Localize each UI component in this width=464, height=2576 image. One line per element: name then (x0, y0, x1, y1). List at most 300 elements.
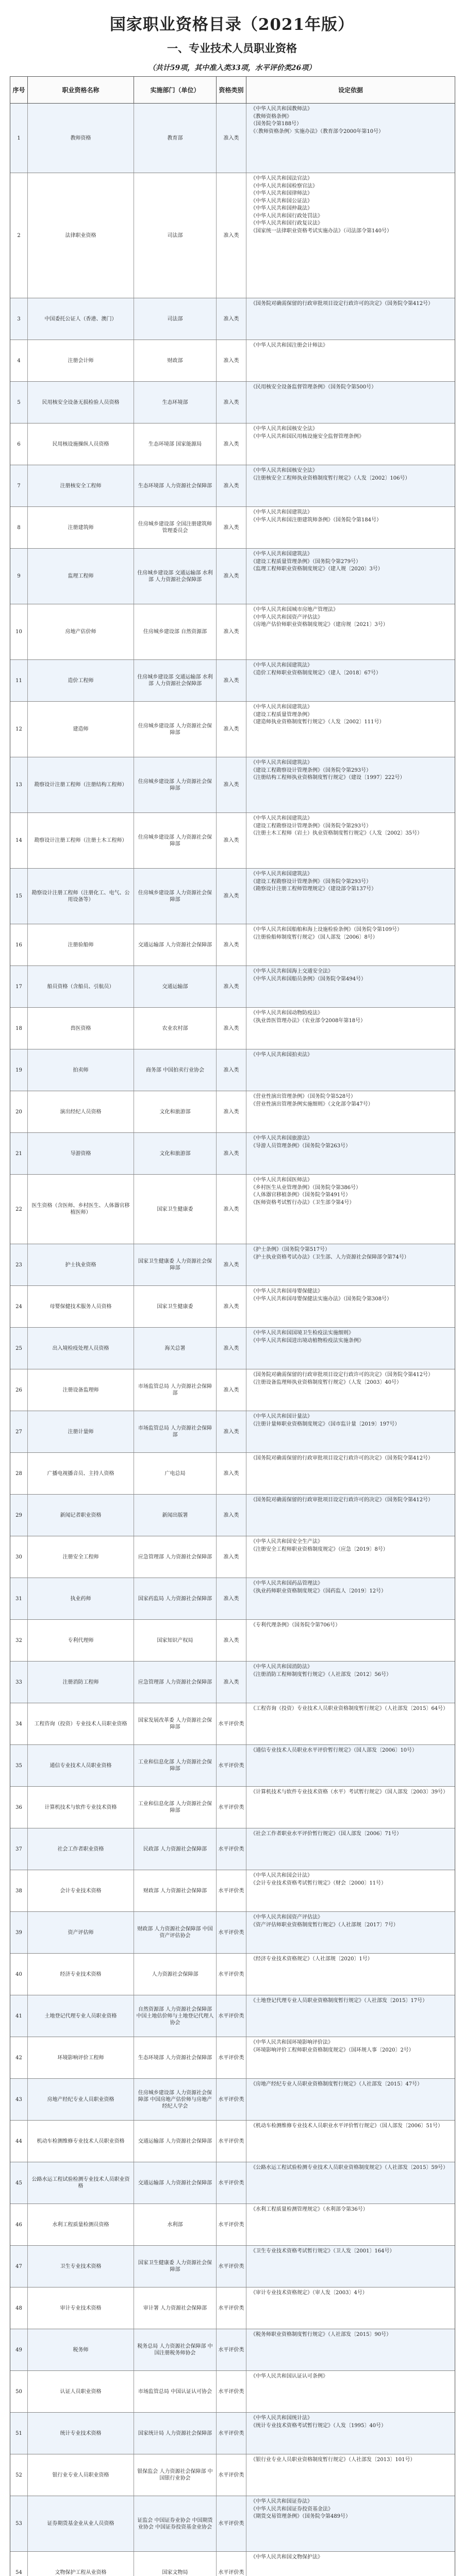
row-number: 54 (10, 2552, 28, 2576)
legal-basis (246, 2413, 455, 2454)
legal-basis (246, 1049, 455, 1091)
qualification-name: 通信专业技术人员职业资格 (28, 1745, 134, 1786)
basis-item: 《中华人民共和国法官法》 (251, 176, 312, 181)
row-number: 45 (10, 2162, 28, 2204)
legal-basis (246, 869, 455, 924)
legal-basis (246, 702, 455, 757)
qualification-name: 法律职业资格 (28, 173, 134, 298)
basis-item: 《造价工程师职业资格制度规定》（建人〔2018〕67号） (251, 670, 382, 676)
basis-item: 《中华人民共和国药品管理法》 (251, 1581, 323, 1586)
table-row (10, 1175, 455, 1244)
implementing-dept: 住房城乡建设部 人力资源社会保障部 (134, 757, 217, 812)
qualification-name: 注册会计师 (28, 340, 134, 381)
basis-item: 《专利代理条例》（国务院令第706号） (251, 1622, 341, 1628)
implementing-dept: 住房城乡建设部 人力资源社会保障部 (134, 813, 217, 868)
implementing-dept: 财政部 (134, 340, 217, 381)
basis-item: 《中华人民共和国建筑法》 (251, 510, 312, 515)
basis-item: 《中华人民共和国进出境动植物检疫法实施条例》 (251, 1337, 364, 1344)
row-number: 16 (10, 924, 28, 965)
row-number: 34 (10, 1703, 28, 1744)
implementing-dept: 自然资源部 人力资源社会保障部 中国土地估价师与土地登记代理人协会 (134, 1995, 217, 2037)
basis-item: 《中华人民共和国仲裁法》 (251, 206, 312, 211)
qualification-name: 机动车检测维修专业技术人员职业资格 (28, 2121, 134, 2162)
section-subtitle: 一、专业技术人员职业资格 (167, 42, 297, 55)
table-row (10, 1912, 455, 1954)
table-row (10, 2162, 455, 2204)
implementing-dept: 国家知识产权局 (134, 1620, 217, 1661)
row-number: 22 (10, 1175, 28, 1244)
legal-basis (246, 2037, 455, 2078)
row-number: 18 (10, 1008, 28, 1049)
table-row (10, 1244, 455, 1286)
basis-item: 《中华人民共和国环境影响评价法》 (251, 2040, 333, 2045)
table-row (10, 2079, 455, 2121)
qualification-type: 准入类 (217, 1620, 246, 1661)
basis-item: 《计算机技术与软件专业技术资格（水平）考试暂行规定》（国人部发〔2003〕39号） (251, 1789, 449, 1795)
qualification-type: 准入类 (217, 1495, 246, 1536)
qualification-name: 认证人员职业资格 (28, 2371, 134, 2412)
basis-item: 《建设工程质量管理条例》（国务院令第279号） (251, 558, 361, 565)
basis-item: 《中华人民共和国国境卫生检疫法实施细则》 (251, 1330, 354, 1336)
basis-item: 《中华人民共和国动物防疫法》 (251, 1010, 323, 1016)
basis-item: 《注册土木工程师（岩土）执业资格制度暂行规定》（人发〔2002〕35号） (251, 831, 423, 836)
implementing-dept: 国家卫生健康委 人力资源社会保障部 (134, 2246, 217, 2287)
basis-item: 《房地产经纪专业人员职业资格制度暂行规定》（人社部发〔2015〕47号） (251, 2081, 423, 2087)
legal-basis (246, 2287, 455, 2329)
implementing-dept: 农业农村部 (134, 1008, 217, 1049)
qualification-type: 准入类 (217, 1328, 246, 1369)
qualification-type: 准入类 (217, 966, 246, 1007)
basis-item: 《中华人民共和国文物保护法》 (251, 2554, 323, 2560)
basis-item: 《国家统一法律职业资格考试实施办法》（司法部令第140号） (251, 228, 392, 234)
basis-item: 《中华人民共和国医师法》 (251, 1177, 312, 1183)
implementing-dept: 国家卫生健康委 (134, 1175, 217, 1244)
qualification-name: 房地产经纪专业人员职业资格 (28, 2079, 134, 2120)
basis-item: 《注册设备监理师执业资格制度暂行规定》（人发〔2003〕40号） (251, 1379, 402, 1385)
qualification-type: 准入类 (217, 1175, 246, 1244)
qualification-name: 注册验船师 (28, 924, 134, 965)
row-number: 38 (10, 1870, 28, 1911)
qualification-type: 准入类 (217, 702, 246, 757)
legal-basis (246, 423, 455, 465)
basis-item: 《建设工程勘察设计管理条例》（国务院令第293号） (251, 878, 372, 885)
implementing-dept: 生态环境部 人力资源社会保障部 (134, 2037, 217, 2078)
basis-item: 《工程咨询（投资）专业技术人员职业资格制度暂行规定》（人社部发〔2015〕64号） (251, 1706, 449, 1711)
table-row (10, 2329, 455, 2371)
qualification-name: 民用核安全设备无损检验人员资格 (28, 382, 134, 423)
row-number: 27 (10, 1411, 28, 1452)
qualification-type: 水平评价类 (217, 2454, 246, 2496)
table-row (10, 423, 455, 465)
qualification-name: 工程咨询（投资）专业技术人员职业资格 (28, 1703, 134, 1744)
qualification-type: 准入类 (217, 604, 246, 659)
legal-basis (246, 1536, 455, 1578)
implementing-dept: 商务部 中国拍卖行业协会 (134, 1049, 217, 1091)
implementing-dept: 新闻出版署 (134, 1495, 217, 1536)
qualification-name: 医生资格（含医师、乡村医生、人体器官移植医师） (28, 1175, 134, 1244)
qualification-type: 水平评价类 (217, 2037, 246, 2078)
implementing-dept: 文化和旅游部 (134, 1133, 217, 1174)
qualification-name: 房地产估价师 (28, 604, 134, 659)
implementing-dept: 财政部 人力资源社会保障部 中国资产评估协会 (134, 1912, 217, 1953)
basis-item: 《银行业专业人员职业资格制度暂行规定》（人社部发〔2013〕101号） (251, 2457, 416, 2463)
row-number: 14 (10, 813, 28, 868)
legal-basis (246, 1995, 455, 2037)
table-row (10, 1536, 455, 1578)
implementing-dept: 交通运输部 人力资源社会保障部 (134, 2121, 217, 2162)
table-row (10, 1328, 455, 1369)
qualification-type: 准入类 (217, 1536, 246, 1578)
qualification-type: 水平评价类 (217, 1787, 246, 1828)
qualification-type: 水平评价类 (217, 2552, 246, 2576)
basis-item: 《经济专业技术资格规定》（人社部规〔2020〕1号） (251, 1956, 373, 1962)
basis-item: 《中华人民共和国注册会计师法》 (251, 343, 328, 348)
table-row (10, 1745, 455, 1787)
row-number: 51 (10, 2413, 28, 2454)
qualification-type: 准入类 (217, 173, 246, 298)
table-row (10, 1787, 455, 1828)
implementing-dept: 国家发展改革委 人力资源社会保障部 (134, 1703, 217, 1744)
basis-item: 《注册核安全工程师执业资格制度暂行规定》（人发〔2002〕106号） (251, 475, 410, 481)
row-number: 9 (10, 549, 28, 604)
implementing-dept: 人力资源社会保障部 (134, 1954, 217, 1995)
qualification-type: 水平评价类 (217, 1995, 246, 2037)
legal-basis (246, 2121, 455, 2162)
basis-item: 《中华人民共和国教师法》 (251, 106, 312, 112)
implementing-dept: 民政部 人力资源社会保障部 (134, 1828, 217, 1870)
legal-basis (246, 1008, 455, 1049)
table-row (10, 465, 455, 507)
qualification-name: 拍卖师 (28, 1049, 134, 1091)
qualification-name: 注册设备监理师 (28, 1369, 134, 1411)
legal-basis (246, 1286, 455, 1327)
basis-item: 《中华人民共和国核安全法》 (251, 426, 318, 432)
basis-item: 《国务院对确需保留的行政审批项目设定行政许可的决定》（国务院令第412号） (251, 1455, 434, 1461)
qualification-name: 资产评估师 (28, 1912, 134, 1953)
legal-basis (246, 2454, 455, 2496)
qualification-name: 导游资格 (28, 1133, 134, 1174)
qualification-type: 准入类 (217, 1578, 246, 1619)
qualification-name: 注册安全工程师 (28, 1536, 134, 1578)
basis-item: 《注册消防工程师制度暂行规定》（人社部发〔2012〕56号） (251, 1671, 392, 1677)
implementing-dept: 市场监管总局 人力资源社会保障部 (134, 1369, 217, 1411)
qualification-type: 准入类 (217, 660, 246, 701)
qualification-name: 审计专业技术资格 (28, 2287, 134, 2329)
header-dept: 实施部门（单位） (134, 77, 217, 104)
basis-item: 《审计专业技术资格规定》（审人发〔2003〕4号） (251, 2290, 368, 2296)
qualification-type: 准入类 (217, 1662, 246, 1703)
qualification-name: 注册消防工程师 (28, 1662, 134, 1703)
legal-basis (246, 2371, 455, 2412)
qualification-name: 兽医资格 (28, 1008, 134, 1049)
implementing-dept: 交通运输部 (134, 966, 217, 1007)
row-number: 44 (10, 2121, 28, 2162)
table-row (10, 1620, 455, 1662)
basis-item: 《房地产估价师职业资格制度规定》（建房规〔2021〕3号） (251, 622, 388, 628)
qualification-name: 中国委托公证人（香港、澳门） (28, 298, 134, 340)
qualification-type: 准入类 (217, 813, 246, 868)
legal-basis (246, 173, 455, 298)
qualification-type: 准入类 (217, 423, 246, 465)
row-number: 2 (10, 173, 28, 298)
legal-basis (246, 1787, 455, 1828)
basis-item: 《中华人民共和国建筑法》 (251, 871, 312, 877)
row-number: 12 (10, 702, 28, 757)
row-number: 47 (10, 2246, 28, 2287)
qualification-type: 准入类 (217, 1453, 246, 1494)
basis-item: 《执业药师职业资格制度规定》（国药监人〔2019〕12号） (251, 1588, 387, 1594)
implementing-dept: 交通运输部 人力资源社会保障部 (134, 924, 217, 965)
table-row (10, 2287, 455, 2329)
implementing-dept: 司法部 (134, 298, 217, 340)
table-row (10, 660, 455, 702)
table-row (10, 2454, 455, 2496)
table-row (10, 104, 455, 173)
basis-item: 《中华人民共和国安全生产法》 (251, 1539, 323, 1545)
table-row (10, 757, 455, 813)
basis-item: 《中华人民共和国律师法》 (251, 191, 312, 196)
implementing-dept: 国家卫生健康委 人力资源社会保障部 (134, 1244, 217, 1285)
implementing-dept: 住房城乡建设部 人力资源社会保障部 (134, 702, 217, 757)
basis-item: 《国务院对确需保留的行政审批项目设定行政许可的决定》（国务院令第412号） (251, 1372, 434, 1378)
row-number: 8 (10, 507, 28, 548)
legal-basis (246, 465, 455, 506)
legal-basis (246, 1745, 455, 1786)
row-number: 35 (10, 1745, 28, 1786)
row-number: 1 (10, 104, 28, 173)
basis-item: 《中华人民共和国资产评估法》 (251, 1914, 323, 1920)
legal-basis (246, 1133, 455, 1174)
table-row (10, 507, 455, 549)
basis-item: 《机动车检测维修专业技术人员职业水平评价暂行规定》（国人部发〔2006〕51号） (251, 2123, 443, 2129)
basis-item: 《导游人员管理条例》（国务院令第263号） (251, 1143, 351, 1149)
row-number: 48 (10, 2287, 28, 2329)
qualification-name: 执业药师 (28, 1578, 134, 1619)
row-number: 31 (10, 1578, 28, 1619)
qualification-name: 会计专业技术资格 (28, 1870, 134, 1911)
qualification-type: 水平评价类 (217, 2413, 246, 2454)
table-row (10, 382, 455, 423)
implementing-dept: 生态环境部 国家能源局 (134, 423, 217, 465)
implementing-dept: 国家文物局 (134, 2552, 217, 2576)
legal-basis (246, 549, 455, 604)
row-number: 7 (10, 465, 28, 506)
qualification-type: 水平评价类 (217, 2162, 246, 2204)
implementing-dept: 市场监管总局 人力资源社会保障部 (134, 1411, 217, 1452)
table-body (10, 104, 455, 2576)
table-row (10, 1369, 455, 1411)
legal-basis (246, 757, 455, 812)
row-number: 46 (10, 2204, 28, 2245)
row-number: 23 (10, 1244, 28, 1285)
table-row (10, 173, 455, 298)
basis-item: 《环境影响评价工程师职业资格制度规定》（国环规人事〔2020〕2号） (251, 2047, 414, 2053)
implementing-dept: 国家药监局 人力资源社会保障部 (134, 1578, 217, 1619)
implementing-dept: 住房城乡建设部 人力资源社会保障部 (134, 869, 217, 924)
basis-item: 《中华人民共和国公证法》 (251, 198, 312, 204)
qualification-table (10, 76, 455, 2576)
qualification-type: 水平评价类 (217, 1912, 246, 1953)
legal-basis (246, 1954, 455, 1995)
qualification-type: 水平评价类 (217, 2287, 246, 2329)
row-number: 37 (10, 1828, 28, 1870)
basis-item: 《国务院对确需保留的行政审批项目设定行政许可的决定》（国务院令第412号） (251, 301, 434, 307)
row-number: 15 (10, 869, 28, 924)
row-number: 13 (10, 757, 28, 812)
qualification-type: 准入类 (217, 1369, 246, 1411)
implementing-dept: 财政部 人力资源社会保障部 (134, 1870, 217, 1911)
table-row (10, 1703, 455, 1745)
table-row (10, 1662, 455, 1703)
legal-basis (246, 2246, 455, 2287)
qualification-name: 注册建筑师 (28, 507, 134, 548)
qualification-type: 准入类 (217, 1411, 246, 1452)
implementing-dept: 应急管理部 人力资源社会保障部 (134, 1536, 217, 1578)
row-number: 33 (10, 1662, 28, 1703)
header-basis: 设定依据 (338, 86, 363, 94)
table-row (10, 2552, 455, 2576)
row-number: 3 (10, 298, 28, 340)
implementing-dept: 生态环境部 (134, 382, 217, 423)
legal-basis (246, 104, 455, 173)
qualification-type: 准入类 (217, 340, 246, 381)
qualification-name: 造价工程师 (28, 660, 134, 701)
qualification-type: 水平评价类 (217, 2496, 246, 2551)
basis-item: 《中华人民共和国行政处罚法》 (251, 213, 323, 219)
legal-basis (246, 966, 455, 1007)
legal-basis (246, 1912, 455, 1953)
qualification-type: 水平评价类 (217, 2329, 246, 2370)
basis-item: 《医师资格考试暂行办法》（卫生部令第4号） (251, 1199, 355, 1206)
implementing-dept: 水利部 (134, 2204, 217, 2245)
legal-basis (246, 1620, 455, 1661)
qualification-name: 护士执业资格 (28, 1244, 134, 1285)
basis-item: 《中华人民共和国船员条例》（国务院令第494号） (251, 976, 367, 982)
basis-item: 《建设工程勘察设计管理条例》（国务院令第293号） (251, 823, 372, 829)
qualification-name: 公路水运工程试验检测专业技术人员职业资格 (28, 2162, 134, 2204)
table-row (10, 1495, 455, 1536)
basis-item: 《卫生专业技术资格考试暂行规定》（卫人发〔2001〕164号） (251, 2248, 395, 2254)
qualification-type: 准入类 (217, 382, 246, 423)
row-number: 32 (10, 1620, 28, 1661)
qualification-name: 银行业专业人员职业资格 (28, 2454, 134, 2496)
table-row (10, 1008, 455, 1049)
basis-item: 《中华人民共和国建筑法》 (251, 704, 312, 710)
row-number: 39 (10, 1912, 28, 1953)
qualification-type: 准入类 (217, 298, 246, 340)
implementing-dept: 住房城乡建设部 交通运输部 水利部 人力资源社会保障部 (134, 660, 217, 701)
row-number: 20 (10, 1091, 28, 1132)
basis-item: （国务院令第188号） (251, 121, 302, 127)
qualification-type: 准入类 (217, 869, 246, 924)
row-number: 43 (10, 2079, 28, 2120)
table-row (10, 702, 455, 757)
legal-basis (246, 1495, 455, 1536)
table-row (10, 2246, 455, 2287)
row-number: 42 (10, 2037, 28, 2078)
table-row (10, 1091, 455, 1133)
legal-basis (246, 924, 455, 965)
qualification-name: 环境影响评价工程师 (28, 2037, 134, 2078)
basis-item: 《期货交易管理条例》（国务院令第489号） (251, 2514, 351, 2519)
table-row (10, 298, 455, 340)
basis-item: 《中华人民共和国核安全法》 (251, 468, 318, 473)
basis-item: 《统计专业技术资格考试暂行规定》（人发〔1995〕40号） (251, 2422, 387, 2429)
qualification-name: 勘察设计注册工程师（注册土木工程师） (28, 813, 134, 868)
legal-basis (246, 1411, 455, 1452)
row-number: 4 (10, 340, 28, 381)
table-row (10, 1286, 455, 1328)
row-number: 25 (10, 1328, 28, 1369)
legal-basis (246, 2496, 455, 2551)
row-number: 49 (10, 2329, 28, 2370)
basis-item: 《中华人民共和国建筑法》 (251, 551, 312, 557)
implementing-dept: 生态环境部 人力资源社会保障部 (134, 465, 217, 506)
basis-item: 《中华人民共和国民用核设施安全监督管理条例》 (251, 433, 364, 439)
table-row (10, 1870, 455, 1912)
row-number: 6 (10, 423, 28, 465)
basis-item: 《中华人民共和国行政复议法》 (251, 221, 323, 226)
table-row (10, 869, 455, 924)
basis-item: 《中华人民共和国消防法》 (251, 1664, 312, 1670)
basis-item: 《营业性演出管理条例实施细则》（文化部令第47号） (251, 1101, 373, 1107)
row-number: 30 (10, 1536, 28, 1578)
qualification-name: 社会工作者职业资格 (28, 1828, 134, 1870)
qualification-name: 出入境检疫处理人员资格 (28, 1328, 134, 1369)
legal-basis (246, 298, 455, 340)
basis-item: 《建设工程勘察设计管理条例》（国务院令第293号） (251, 767, 372, 773)
implementing-dept: 住房城乡建设部 全国注册建筑师管理委员会 (134, 507, 217, 548)
legal-basis (246, 1870, 455, 1911)
table-row (10, 1453, 455, 1495)
row-number: 10 (10, 604, 28, 659)
basis-item: 《中华人民共和国计量法》 (251, 1414, 312, 1419)
row-number: 17 (10, 966, 28, 1007)
row-number: 28 (10, 1453, 28, 1494)
qualification-name: 广播电视播音员、主持人资格 (28, 1453, 134, 1494)
basis-item: 《护士条例》（国务院令第517号） (251, 1247, 330, 1252)
basis-item: 《教师资格条例》 (251, 113, 292, 120)
basis-item: 《民用核安全设备监督管理条例》（国务院令第500号） (251, 384, 377, 390)
basis-item: 《监理工程师职业资格制度规定》（建人规〔2020〕3号） (251, 566, 383, 572)
basis-item: 《中华人民共和国旅游法》 (251, 1136, 312, 1141)
basis-item: 《中华人民共和国母婴保健法》 (251, 1289, 323, 1294)
basis-item: 《中华人民共和国建筑法》 (251, 663, 312, 668)
qualification-type: 准入类 (217, 1133, 246, 1174)
qualification-type: 水平评价类 (217, 2246, 246, 2287)
qualification-name: 建造师 (28, 702, 134, 757)
implementing-dept: 住房城乡建设部 交通运输部 水利部 人力资源社会保障部 (134, 549, 217, 604)
header-name: 职业资格名称 (28, 77, 134, 104)
implementing-dept: 市场监管总局 中国认证认可协会 (134, 2371, 217, 2412)
implementing-dept: 住房城乡建设部 自然资源部 (134, 604, 217, 659)
basis-item: 《中华人民共和国认证认可条例》 (251, 2374, 328, 2379)
basis-item: 《中华人民共和国会计法》 (251, 1873, 312, 1878)
basis-item: 《注册计量师职业资格制度规定》（国市监计量〔2019〕197号） (251, 1421, 400, 1427)
row-number: 41 (10, 1995, 28, 2037)
basis-item: 《中华人民共和国母婴保健法实施办法》（国务院令第308号） (251, 1296, 392, 1302)
basis-item: 《人体器官移植条例》（国务院令第491号） (251, 1192, 351, 1198)
legal-basis (246, 1244, 455, 1285)
qualification-name: 土地登记代理专业人员职业资格 (28, 1995, 134, 2037)
row-number: 24 (10, 1286, 28, 1327)
basis-item: 《建设工程质量管理条例》 (251, 711, 312, 718)
qualification-type: 准入类 (217, 104, 246, 173)
legal-basis (246, 1703, 455, 1744)
basis-item: 《中华人民共和国证券投资基金法》 (251, 2506, 333, 2512)
basis-item: 《会计专业技术资格考试暂行规定》（财会〔2000〕11号） (251, 1880, 387, 1886)
row-number: 40 (10, 1954, 28, 1995)
